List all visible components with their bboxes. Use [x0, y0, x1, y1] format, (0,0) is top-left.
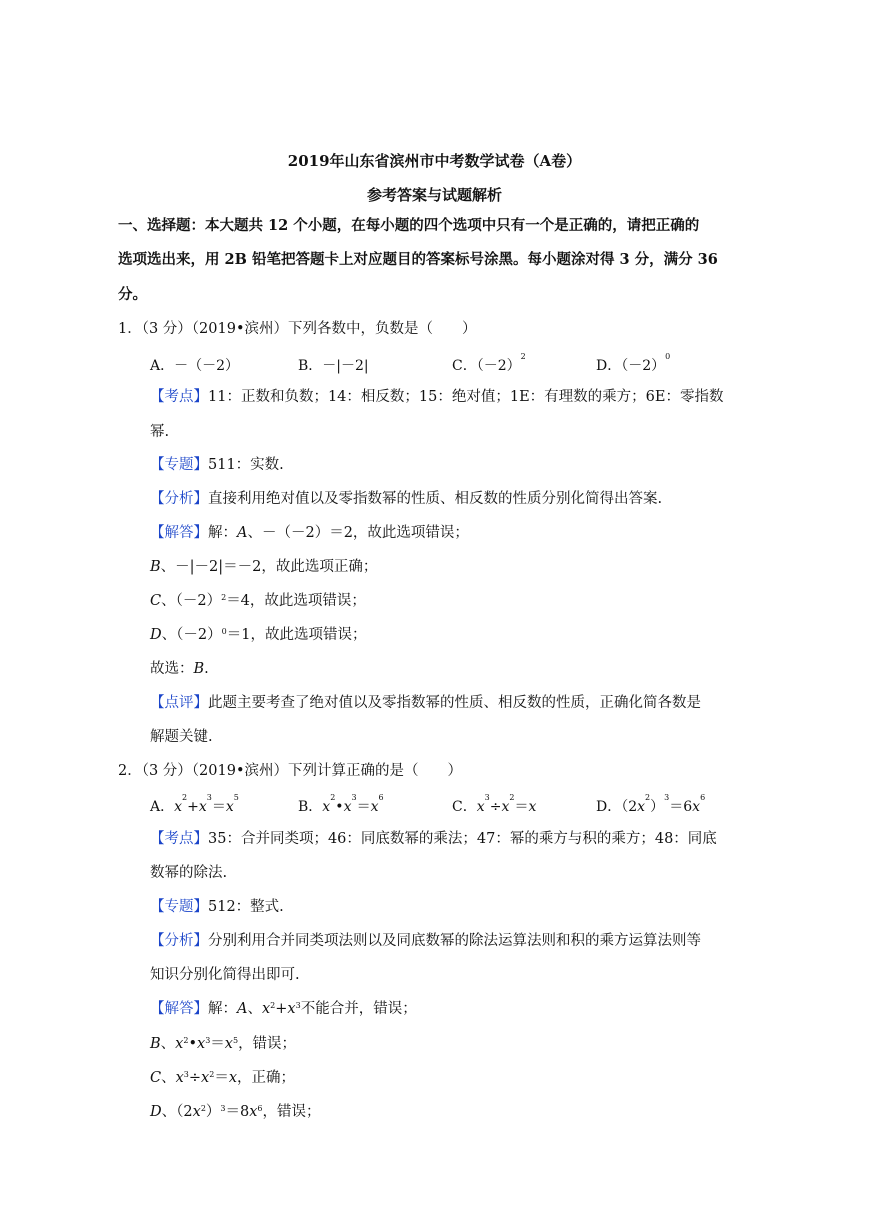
- question-2-stem: 2．（3 分）（2019•滨州）下列计算正确的是（ ）: [118, 763, 463, 779]
- dianping-tag: 【点评】: [150, 695, 208, 711]
- q1-option-a: A．－（－2）: [150, 358, 240, 374]
- q2-jieda-a: 【解答】解：A、$x^2+x^3$不能合并，错误；: [150, 1001, 417, 1017]
- q1-option-b: B．－|－2|: [298, 358, 369, 374]
- q1-jieda-d: D、$(-2)^0=1$，故此选项错误；: [150, 627, 367, 643]
- q1-jieda-b: B、－|－2|＝－2，故此选项正确；: [150, 559, 378, 575]
- q1-option-d: D．$(-2)^0$: [596, 352, 671, 374]
- q1-zhuanti: 【专题】511：实数.: [150, 457, 284, 473]
- question-1-stem: 1．（3 分）（2019•滨州）下列各数中，负数是（ ）: [118, 321, 477, 337]
- q1-kaodian: 【考点】11：正数和负数；14：相反数；15：绝对值；1E：有理数的乘方；6E：零指数: [150, 389, 724, 405]
- q1-dianping: 【点评】此题主要考查了绝对值以及零指数幂的性质、相反数的性质，正确化简各数是: [150, 695, 701, 711]
- q2-option-c: C．$x^3\div x^2=x$: [452, 793, 537, 815]
- q2-zhuanti: 【专题】512：整式.: [150, 899, 284, 915]
- q2-option-a: A．$x^2+x^3=x^5$: [150, 793, 239, 815]
- kaodian-tag: 【考点】: [150, 389, 208, 405]
- zhuanti-tag: 【专题】: [150, 899, 208, 915]
- page-title: 2019年山东省滨州市中考数学试卷（A卷）: [287, 152, 582, 170]
- q1-kaodian-cont: 幂.: [150, 424, 170, 440]
- q1-dianping-cont: 解题关键.: [150, 729, 213, 745]
- zhuanti-tag: 【专题】: [150, 457, 208, 473]
- q2-jieda-b: B、$x^2•x^3=x^5$，错误；: [150, 1036, 297, 1052]
- section-intro-line-2: 选项选出来，用 2B 铅笔把答题卡上对应题目的答案标号涂黑。每小题涂对得 3 分，满分 36: [118, 251, 718, 268]
- q2-kaodian: 【考点】35：合并同类项；46：同底数幂的乘法；47：幂的乘方与积的乘方；48：同底: [150, 831, 717, 847]
- q2-jieda-d: D、$(2x^2)^3=8x^6$，错误；: [150, 1104, 321, 1120]
- q1-fenxi: 【分析】直接利用绝对值以及零指数幂的性质、相反数的性质分别化简得出答案.: [150, 491, 663, 507]
- section-intro-line-3: 分。: [118, 286, 147, 303]
- q2-fenxi: 【分析】分别利用合并同类项法则以及同底数幂的除法运算法则和积的乘方运算法则等: [150, 933, 701, 949]
- q2-option-b: B．$x^2•x^3=x^6$: [298, 793, 384, 815]
- fenxi-tag: 【分析】: [150, 491, 208, 507]
- section-intro-line-1: 一、选择题：本大题共 12 个小题，在每小题的四个选项中只有一个是正确的，请把正确的: [118, 217, 700, 234]
- fenxi-tag: 【分析】: [150, 933, 208, 949]
- q2-jieda-c: C、$x^3\div x^2=x$，正确；: [150, 1070, 296, 1086]
- q1-jieda-c: C、$(-2)^2=4$，故此选项错误；: [150, 593, 366, 609]
- q2-kaodian-cont: 数幂的除法.: [150, 865, 228, 881]
- q1-answer: 故选：B.: [150, 661, 209, 677]
- page-subtitle: 参考答案与试题解析: [366, 186, 502, 204]
- q2-fenxi-cont: 知识分别化简得出即可.: [150, 967, 300, 983]
- q2-option-d: D．$(2x^2)^3=6x^6$: [596, 793, 706, 815]
- jieda-tag: 【解答】: [150, 525, 208, 541]
- kaodian-tag: 【考点】: [150, 831, 208, 847]
- jieda-tag: 【解答】: [150, 1001, 208, 1017]
- q1-jieda-a: 【解答】解：A、－（－2）＝2，故此选项错误；: [150, 525, 469, 541]
- q1-option-c: C．$(-2)^2$: [452, 352, 526, 374]
